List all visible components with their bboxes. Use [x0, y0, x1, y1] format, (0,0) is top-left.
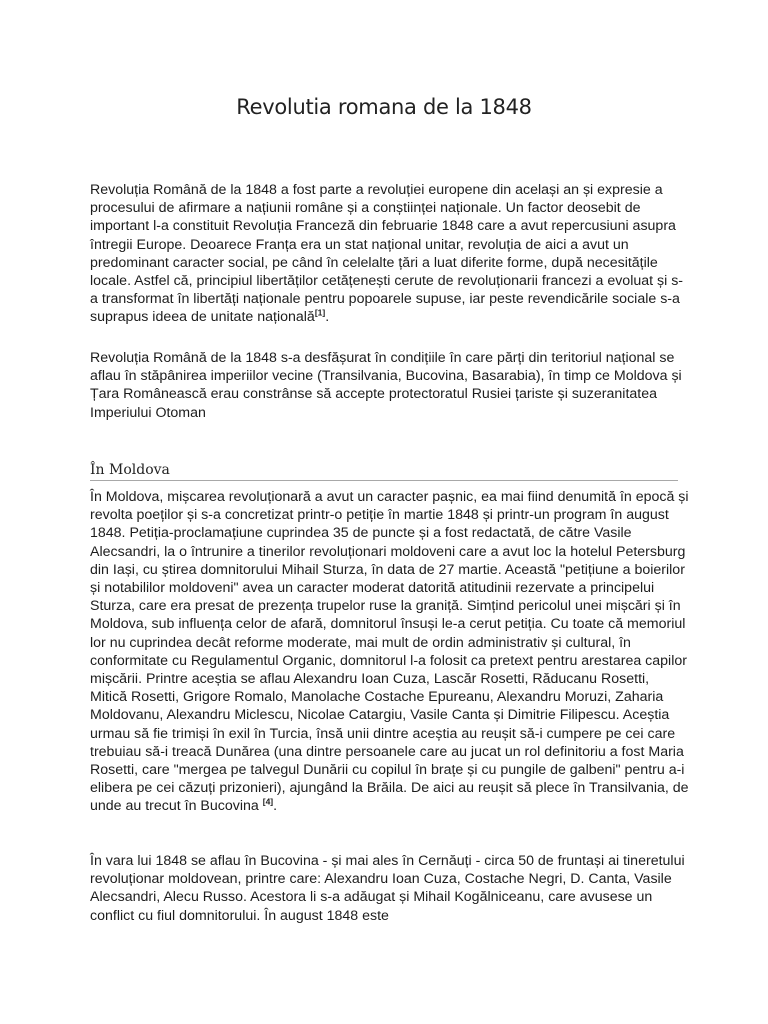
intro-paragraph-1 — [90, 181, 690, 327]
moldova-paragraph-2 — [90, 852, 690, 925]
intro-paragraph-2 — [90, 349, 690, 422]
footnote-reference-1[interactable]: [1] — [314, 307, 326, 318]
moldova-paragraph-1-end: . — [273, 798, 278, 815]
intro-paragraph-2-text: Revoluția Română de la 1848 s-a desfășurat în condițiile în care părți din teritoriul național se aflau în stăpânirea imperiilor vecine (Transilvania, Bucovina, Basarabia), în timp ce Moldova și Țara Românească erau constrânse să accepte protectoratul Rusiei țariste și suzeranitatea Imperiului Otoman — [90, 350, 682, 421]
moldova-paragraph-1-text: În Moldova, mișcarea revoluționară a avut un caracter pașnic, ea mai fiind denumită în epocă și revolta poeților și s-a concretizat printr-o petiție în martie 1848 și printr-un program în august 1848. Petiția-proclamațiune cuprindea 35 de puncte și a fost redactată, de către Vasile Alecsandri, la o întrunire a tinerilor revoluționari moldoveni care a avut loc la hotelul Petersburg din Iași, cu știrea domnitorului Mihail Sturza, în data de 27 martie. Această "petițiune a boierilor și notabililor moldoveni" avea un caracter moderat datorită atitudinii rezervate a principelui Sturza, care era presat de prezența trupelor ruse la graniță. Simțind pericolul unei mișcări și în Moldova, sub influența celor de afară, domnitorul însuși le-a cerut petiția. Cu toate că memoriul lor nu cuprindea decât reforme moderate, mai mult de ordin administrativ și cultural, în conformitate cu Regulamentul Organic, domnitorul l-a folosit ca pretext pentru arestarea capilor mișcării. Printre aceștia se aflau Alexandru Ioan Cuza, Lascăr Rosetti, Răducanu Rosetti, Mitică Rosetti, Grigore Romalo, Manolache Costache Epureanu, Alexandru Moruzi, Zaharia Moldovanu, Alexandru Miclescu, Nicolae Catargiu, Vasile Canta și Dimitrie Filipescu. Aceștia urmau să fie trimiși în exil în Turcia, însă unii dintre aceștia au reușit să-i cumpere pe cei care trebuiau să-i treacă Dunărea (una dintre persoanele care au jucat un rol definitoriu a fost Maria Rosetti, care "mergea pe talvegul Dunării cu copilul în brațe și cu pungile de galbeni" pentru a-i elibera pe cei căzuți prizonieri), ajungând la Brăila. De aici au reușit să plece în Transilvania, de unde au trecut în Bucovina — [90, 489, 689, 815]
intro-paragraph-1-text: Revoluția Română de la 1848 a fost parte a revoluției europene din același an și expresie a procesului de afirmare a națiunii române și a conștiinței naționale. Un factor deosebit de important l-a constituit Revoluția Franceză din februarie 1848 care a avut repercusiuni asupra întregii Europe. Deoarece Franța era un stat național unitar, revoluția de aici a avut un predominant caracter social, pe când în celelalte țări a luat diferite forme, după necesitățile locale. Astfel că, principiul libertăților cetățenești cerute de revoluționarii francezi a evoluat și s-a transformat în libertăți naționale pentru popoarele supuse, iar peste revendicările sociale s-a suprapus ideea de unitate națională — [90, 182, 684, 326]
document-title: Revolutia romana de la 1848 — [236, 95, 532, 119]
moldova-paragraph-1 — [90, 488, 690, 816]
intro-paragraph-1-end: . — [325, 309, 330, 326]
footnote-reference-4[interactable]: [4] — [262, 796, 274, 807]
moldova-paragraph-2-text: În vara lui 1848 se aflau în Bucovina - și mai ales în Cernăuți - circa 50 de fruntași ai tineretului revoluționar moldovean, printre care: Alexandru Ioan Cuza, Costache Negri, D. Canta, Vasile Alecsandri, Alecu Russo. Acestora li s-a adăugat și Mihail Kogălniceanu, care avusese un conflict cu fiul domnitorului. În august 1848 este — [90, 853, 685, 924]
section-heading-moldova: În Moldova — [90, 462, 678, 481]
